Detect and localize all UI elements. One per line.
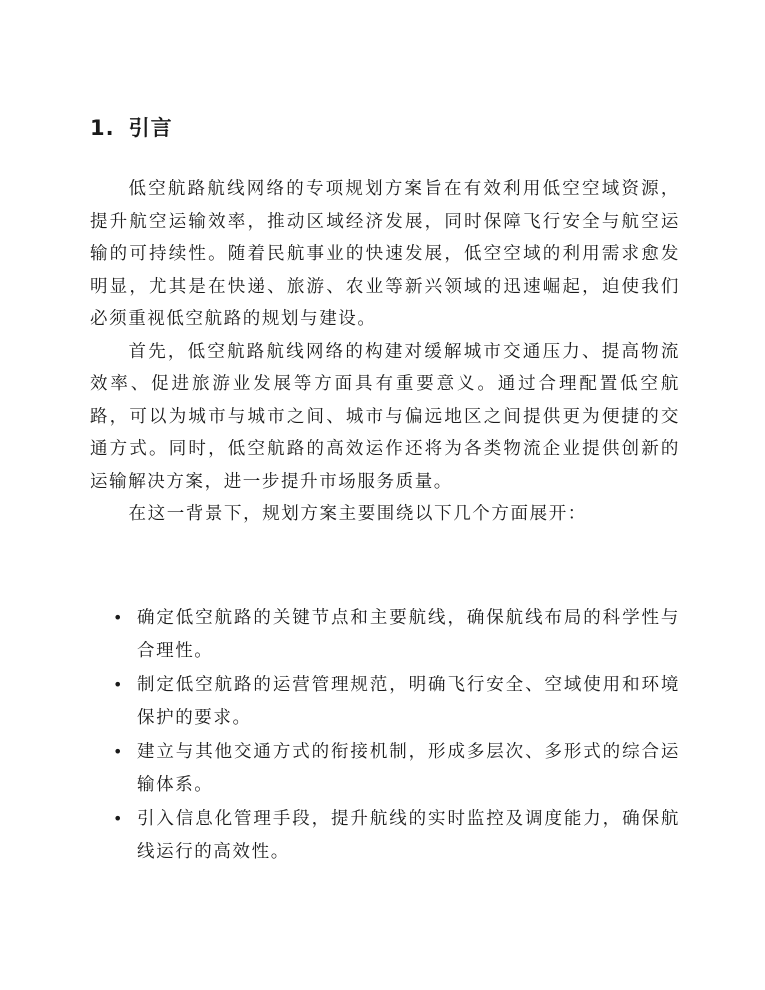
list-item-text: 制定低空航路的运营管理规范，明确飞行安全、空域使用和环境保护的要求。 — [137, 675, 680, 728]
bullet-icon: • — [113, 742, 125, 761]
bullet-icon: • — [113, 675, 125, 694]
list-item — [90, 602, 680, 667]
list-item — [90, 736, 680, 801]
list-item — [90, 803, 680, 868]
list-item — [90, 669, 680, 734]
paragraph: 低空航路航线网络的专项规划方案旨在有效利用低空空域资源，提升航空运输效率，推动区域经济发展，同时保障飞行安全与航空运输的可持续性。随着民航事业的快速发展，低空空域的利用需求愈发明显，尤其是在快递、旅游、农业等新兴领域的迅速崛起，迫使我们必须重视低空航路的规划与建设。 — [90, 179, 680, 329]
bullet-list — [90, 602, 680, 870]
body-text — [90, 173, 680, 531]
bullet-icon: • — [113, 809, 125, 828]
paragraph: 首先，低空航路航线网络的构建对缓解城市交通压力、提高物流效率、促进旅游业发展等方面具有重要意义。通过合理配置低空航路，可以为城市与城市之间、城市与偏远地区之间提供更为便捷的交通方式。同时，低空航路的高效运作还将为各类物流企业提供创新的运输解决方案，进一步提升市场服务质量。 — [90, 341, 680, 492]
list-item-text: 确定低空航路的关键节点和主要航线，确保航线布局的科学性与合理性。 — [137, 608, 680, 661]
list-item-text: 建立与其他交通方式的衔接机制，形成多层次、多形式的综合运输体系。 — [137, 742, 680, 795]
section-title: 引言 — [128, 116, 173, 140]
bullet-icon: • — [113, 608, 125, 627]
list-item-text: 引入信息化管理手段，提升航线的实时监控及调度能力，确保航线运行的高效性。 — [137, 809, 680, 862]
paragraph: 在这一背景下，规划方案主要围绕以下几个方面展开： — [128, 504, 587, 524]
section-heading — [90, 112, 173, 142]
section-number: 1. — [90, 116, 115, 140]
